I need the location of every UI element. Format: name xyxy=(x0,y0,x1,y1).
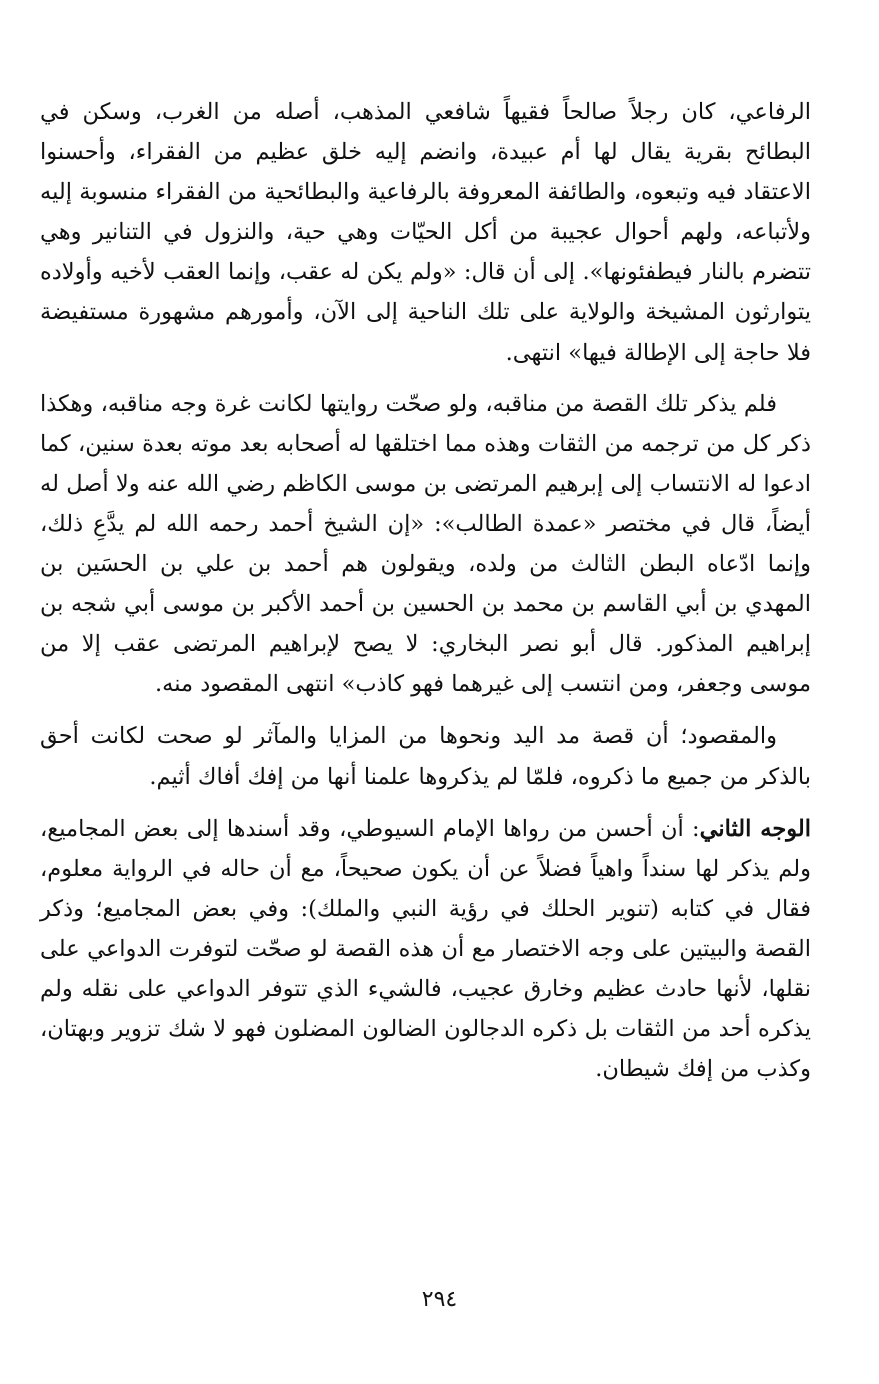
paragraph-second-aspect xyxy=(40,809,811,1090)
paragraph-rifai-biography: الرفاعي، كان رجلاً صالحاً فقيهاً شافعي المذهب، أصله من الغرب، وسكن في البطائح بقرية يقال لها أم عبيدة، وانضم إليه خلق عظيم من الفقراء، وأحسنوا الاعتقاد فيه وتبعوه، والطائفة المعروفة بالرفاعية والبطائحية من الفقراء منسوبة إليه ولأتباعه، ولهم أحوال عجيبة من أكل الحيّات وهي حية، والنزول في التنانير وهي تتضرم بالنار فيطفئونها». إلى أن قال: «ولم يكن له عقب، وإنما العقب لأخيه وأولاده يتوارثون المشيخة والولاية على تلك الناحية إلى الآن، وأمورهم مشهورة مستفيضة فلا حاجة إلى الإطالة فيها» انتهى. xyxy=(40,99,811,366)
paragraph-conclusion: والمقصود؛ أن قصة مد اليد ونحوها من المزايا والمآثر لو صحت لكانت أحق بالذكر من جميع ما ذكروه، فلمّا لم يذكروها علمنا أنها من إفك أفاك أثيم. xyxy=(40,723,811,790)
page-number: ٢٩٤ xyxy=(421,1287,458,1312)
second-aspect-heading: الوجه الثاني xyxy=(699,815,811,842)
paragraph-manaqib-lineage: فلم يذكر تلك القصة من مناقبه، ولو صحّت روايتها لكانت غرة وجه مناقبه، وهكذا ذكر كل من ترجمه من الثقات وهذه مما اختلقها له أصحابه بعد موته بعدة سنين، كما ادعوا له الانتساب إلى إبرهيم المرتضى بن موسى الكاظم رضي الله عنه ولا أصل له أيضاً، قال في مختصر «عمدة الطالب»: «إن الشيخ أحمد رحمه الله لم يدَّعِ ذلك، وإنما ادّعاه البطن الثالث من ولده، ويقولون هم أحمد بن علي بن الحسَين بن المهدي بن أبي القاسم بن محمد بن الحسين بن أحمد الأكبر بن موسى أبي شجه بن إبراهيم المذكور. قال أبو نصر البخاري: لا يصح لإبراهيم المرتضى عقب إلا من موسى وجعفر، ومن انتسب إلى غيرهما فهو كاذب» انتهى المقصود منه. xyxy=(40,390,811,698)
page-body xyxy=(40,92,811,1089)
second-aspect-text: : أن أحسن من رواها الإمام السيوطي، وقد أسندها إلى بعض المجاميع، ولم يذكر لها سنداً واهياً فضلاً عن أن يكون صحيحاً، مع أن حاله في الرواية معلوم، فقال في كتابه (تنوير الحلك في رؤية النبي والملك): وفي بعض المجاميع؛ وذكر القصة والبيتين على وجه الاختصار مع أن هذه القصة لو صحّت لتوفرت الدواعي على نقلها، لأنها حادث عظيم وخارق عجيب، فالشيء الذي تتوفر الدواعي على نقله ولم يذكره أحد من الثقات بل ذكره الدجالون الضالون المضلون فهو لا شك تزوير وبهتان، وكذب من إفك شيطان. xyxy=(40,815,811,1083)
